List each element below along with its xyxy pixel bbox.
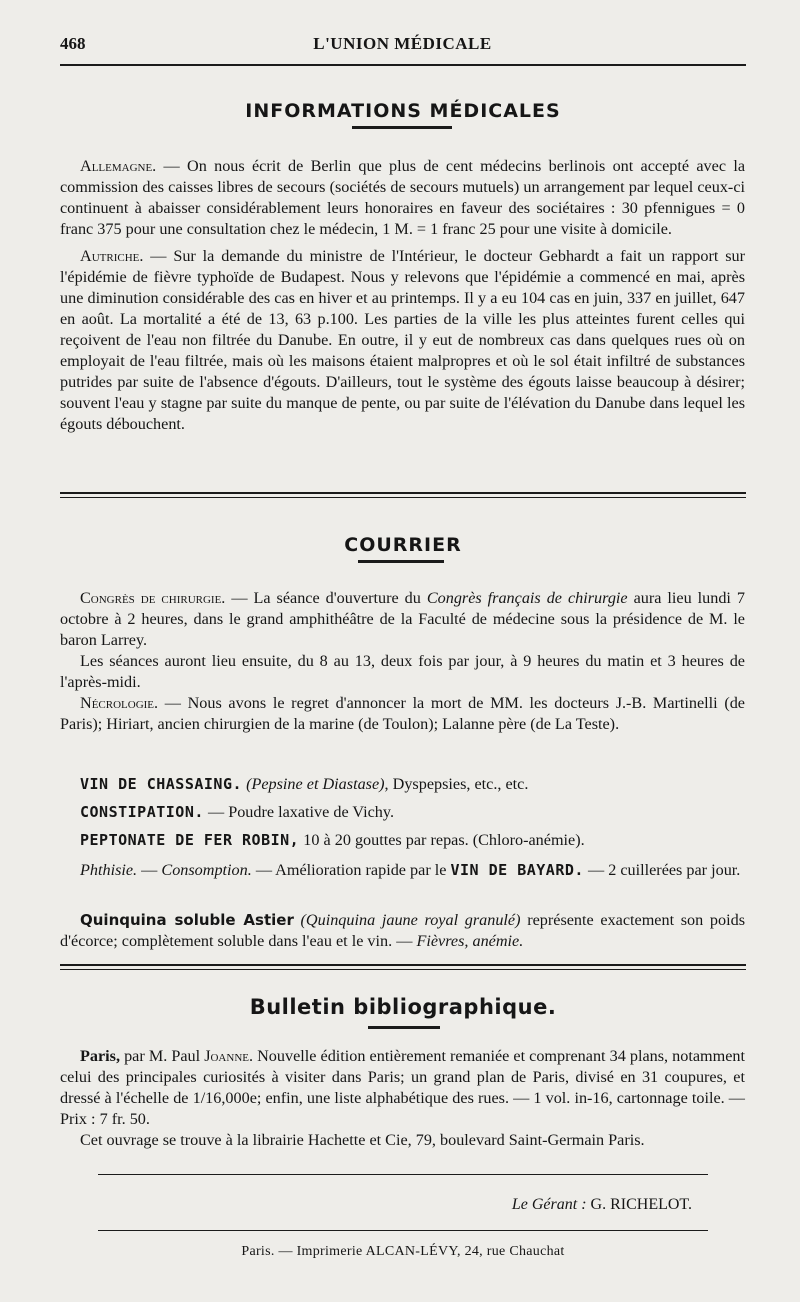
bulletin-title: Bulletin bibliographique. [249,995,557,1019]
news-autriche [60,246,745,435]
informations-body [60,156,745,435]
bulletin-entry-author-prefix: par M. Paul [120,1047,205,1065]
ad-peptonate [60,830,745,851]
signature-label: Le Gérant : [511,1196,587,1213]
ad-vin-chassaing-italic: (Pepsine et Diastase) [246,775,385,793]
footer-rule-1 [98,1174,708,1175]
section-rule-2b [60,969,746,970]
ad-bayard-consomption: Consomption. [161,861,252,879]
ad-vin-bayard [60,860,745,881]
news-allemagne-text: — On nous écrit de Berlin que plus de cent médecins berlinois ont accepté avec la commission des caisses libres de secours (sociétés de secours mutuels) un arrangement par lequel ceux-ci continuent à abaisser considérablement leurs honoraires en faveur des sociétaires : 30 pfennigues = 0 franc 375 pour une consultation chez le médecin, 1 M. = 1 franc 25 pour une visite à domicile. [60,157,745,238]
ad-quinquina-italic-end: Fièvres, anémie. [416,932,524,950]
bulletin-entry-description: Nouvelle édition entièrement remaniée et comprenant 34 plans, notamment celui des principales curiosités à visiter dans Paris; un grand plan de Paris, divisé en 31 coupures, et dressé à l'échelle de 1/16,000e; enfin, une liste alphabétique des rues. — 1 vol. in-16, cartonnage toile. — Prix : 7 fr. 50. [60,1047,745,1128]
news-allemagne [60,156,745,240]
necrologie-text: — Nous avons le regret d'annoncer la mort de MM. les docteurs J.-B. Martinelli (de Paris); Hiriart, ancien chirurgien de la marine (de Toulon); Lalanne père (de La Teste). [60,694,745,733]
ad-peptonate-title: PEPTONATE DE FER ROBIN, [80,831,300,849]
congres-text-a: — La séance d'ouverture du [225,589,427,607]
congres-label: Congrès de chirurgie. [80,589,226,607]
necrologie-label: Nécrologie. [80,694,159,712]
bulletin-entry-title: Paris, [80,1047,121,1065]
ad-vin-chassaing-rest: , Dyspepsies, etc., etc. [384,775,529,793]
ad-bayard-mid: — Amélioration rapide par le [251,861,451,879]
ad-quinquina-title: Quinquina soluble Astier [80,911,294,929]
running-title: L'UNION MÉDICALE [313,34,492,53]
ad-vin-chassaing [60,774,745,795]
bulletin-title-rule [368,1026,440,1029]
ad-bayard-dash: — [137,861,162,879]
news-autriche-text: — Sur la demande du ministre de l'Intérieur, le docteur Gebhardt a fait un rapport sur l'épidémie de fièvre typhoïde de Budapest. Nous y relevons que l'épidémie a commencé en mai, après une diminution considérable des cas en hiver et au printemps. Il y a eu 104 cas en juin, 337 en juillet, 647 en août. La mortalité a été de 13, 63 p.100. Les parties de la ville les plus atteintes furent celles qui reçoivent de l'eau non filtrée du Danube. En outre, il y eut de nombreux cas dans quelques rues où on employait de l'eau filtrée, mais où les maisons étaient malpropres et où le sol était infiltré de substances putrides par suite de l'absence d'égouts. D'ailleurs, tout le système des égouts laisse beaucoup à désirer; souvent l'eau y stagne par suite du manque de pente, ou par suite de l'élévation du Danube dans lequel les égouts débouchent. [60,247,745,433]
congres-italic: Congrès français de chirurgie [426,589,628,607]
imprint-line: Paris. — Imprimerie ALCAN-LÉVY, 24, rue Chauchat [241,1244,565,1259]
courrier-title: COURRIER [344,534,462,556]
country-label-allemagne: Allemagne. [80,157,157,175]
section-rule-2 [60,964,746,966]
ad-bayard-phthisie: Phthisie. [80,861,138,879]
ad-quinquina [60,910,745,952]
header-rule [60,64,746,66]
bulletin-entry-availability: Cet ouvrage se trouve à la librairie Hachette et Cie, 79, boulevard Saint-Germain Paris. [80,1131,645,1149]
page-number: 468 [60,34,86,53]
footer-rule-2 [98,1230,708,1231]
country-label-autriche: Autriche. [80,247,144,265]
section-rule-1b [60,497,746,498]
ad-quinquina-italic: (Quinquina jaune royal granulé) [300,911,521,929]
signature [512,1196,692,1214]
courrier-body [60,588,745,735]
congres-text-b: aura lieu lundi 7 octobre à 2 heures, dans le grand amphithéâtre de la Faculté de médecine sous la présidence de M. le baron Larrey. [60,589,746,649]
bulletin-body [60,1046,745,1151]
informations-title: INFORMATIONS MÉDICALES [245,100,561,122]
bulletin-entry-author: Joanne. [204,1047,254,1065]
ad-peptonate-rest: 10 à 20 gouttes par repas. (Chloro-anémie). [299,831,585,849]
bulletin-entry-paris [60,1046,745,1130]
news-necrologie [60,693,745,735]
news-congres [60,588,745,651]
informations-title-rule [352,126,452,129]
ad-constipation [60,802,745,823]
ad-bayard-title: VIN DE BAYARD. [450,861,584,879]
running-header [60,28,745,56]
ad-constipation-rest: — Poudre laxative de Vichy. [203,803,394,821]
courrier-title-rule [358,560,444,563]
ad-bayard-rest: — 2 cuillerées par jour. [583,861,741,879]
ad-constipation-title: CONSTIPATION. [80,803,204,821]
signature-name: G. RICHELOT. [590,1196,692,1213]
ad-quinquina-mid: représente exactement son poids d'écorce; complètement soluble dans l'eau et le vin. — [60,911,746,950]
section-rule-1 [60,492,746,494]
news-seances: Les séances auront lieu ensuite, du 8 au 13, deux fois par jour, à 9 heures du matin et 3 heures de l'après-midi. [60,652,745,691]
ad-vin-chassaing-title: VIN DE CHASSAING. [80,775,243,793]
